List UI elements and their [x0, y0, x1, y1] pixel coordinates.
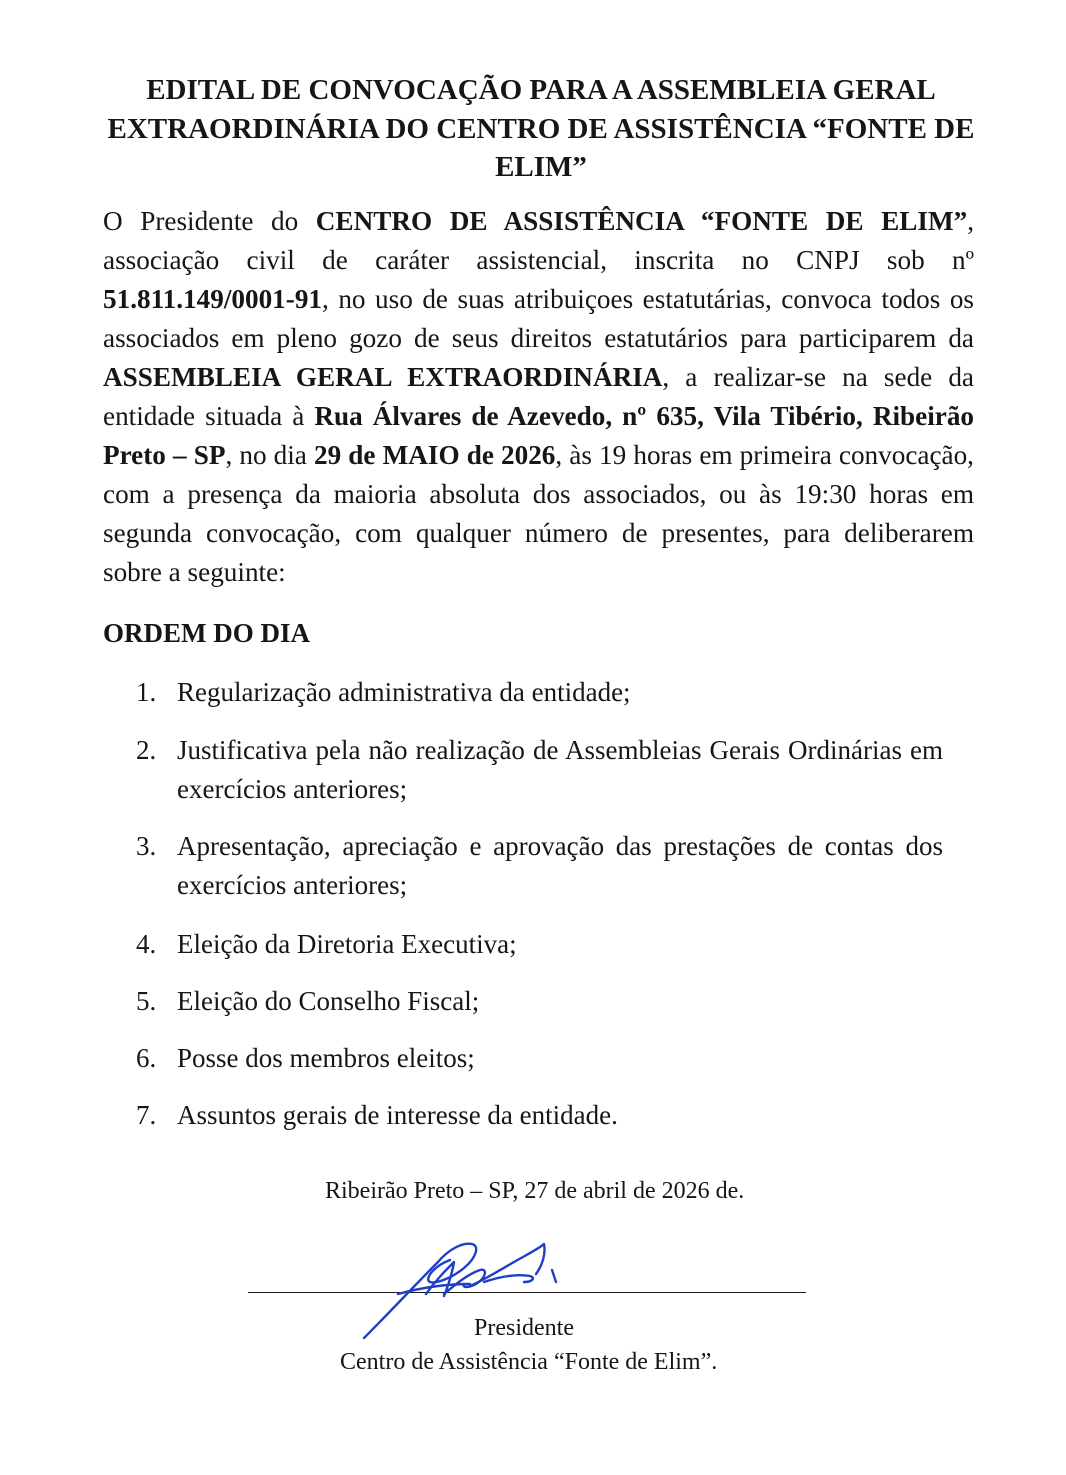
intro-paragraph [103, 202, 974, 592]
agenda-item-number: 4. [136, 929, 157, 959]
assembly-name: ASSEMBLEIA GERAL EXTRAORDINÁRIA [103, 362, 663, 392]
agenda-item [136, 673, 943, 712]
agenda-item-number: 2. [136, 735, 157, 765]
agenda-item [136, 1096, 943, 1135]
address: Rua Álvares de Azevedo, nº 635, Vila Tibério, Ribeirão Preto – SP [103, 401, 975, 470]
agenda-item [136, 925, 943, 964]
signatory-role: Presidente [474, 1315, 574, 1341]
agenda-title: ORDEM DO DIA [103, 618, 310, 648]
agenda-item-text: Eleição do Conselho Fiscal; [177, 986, 480, 1016]
agenda-item-number: 3. [136, 831, 157, 861]
agenda-item-number: 6. [136, 1043, 157, 1073]
agenda-item-text: Eleição da Diretoria Executiva; [177, 929, 517, 959]
intro-text: , a realizar-se na sede da entidade situada à [103, 362, 974, 431]
agenda-item-text: Apresentação, apreciação e aprovação das prestações de contas dos exercícios anteriores; [177, 831, 943, 900]
agenda-item [136, 731, 943, 809]
agenda-item [136, 982, 943, 1021]
agenda-item [136, 827, 943, 905]
cnpj-number: 51.811.149/0001-91 [103, 284, 323, 314]
intro-text: , às 19 horas em primeira convocação, com a presença da maioria absoluta dos associados, ou às 19:30 horas em segunda convocação, com qualquer número de presentes, para deliberarem sobre a seguinte: [103, 440, 974, 587]
intro-text: , no dia [225, 440, 314, 470]
intro-text: , associação civil de caráter assistencial, inscrita no CNPJ sob nº [103, 206, 974, 275]
place-and-date: Ribeirão Preto – SP, 27 de abril de 2026 de. [325, 1178, 745, 1204]
agenda-item-text: Regularização administrativa da entidade; [177, 677, 631, 707]
agenda-item-number: 5. [136, 986, 157, 1016]
entity-name: CENTRO DE ASSISTÊNCIA “FONTE DE ELIM” [315, 206, 968, 236]
agenda-item-text: Justificativa pela não realização de Assembleias Gerais Ordinárias em exercícios anteriores; [177, 735, 943, 804]
intro-text: , no uso de suas atribuiçoes estatutárias, convoca todos os associados em pleno gozo de seus direitos estatutários para participarem da [103, 284, 974, 353]
agenda-item-text: Posse dos membros eleitos; [177, 1043, 475, 1073]
signatory-organization: Centro de Assistência “Fonte de Elim”. [340, 1349, 718, 1375]
agenda-item-number: 7. [136, 1100, 157, 1130]
agenda-item-number: 1. [136, 677, 157, 707]
intro-text: O Presidente do [103, 206, 316, 236]
agenda-item-text: Assuntos gerais de interesse da entidade. [177, 1100, 618, 1130]
meeting-date: 29 de MAIO de 2026 [313, 440, 556, 470]
document-title: EDITAL DE CONVOCAÇÃO PARA A ASSEMBLEIA GERAL EXTRAORDINÁRIA DO CENTRO DE ASSISTÊNCIA “FONTE DE ELIM” [107, 74, 975, 183]
agenda-item [136, 1039, 943, 1078]
